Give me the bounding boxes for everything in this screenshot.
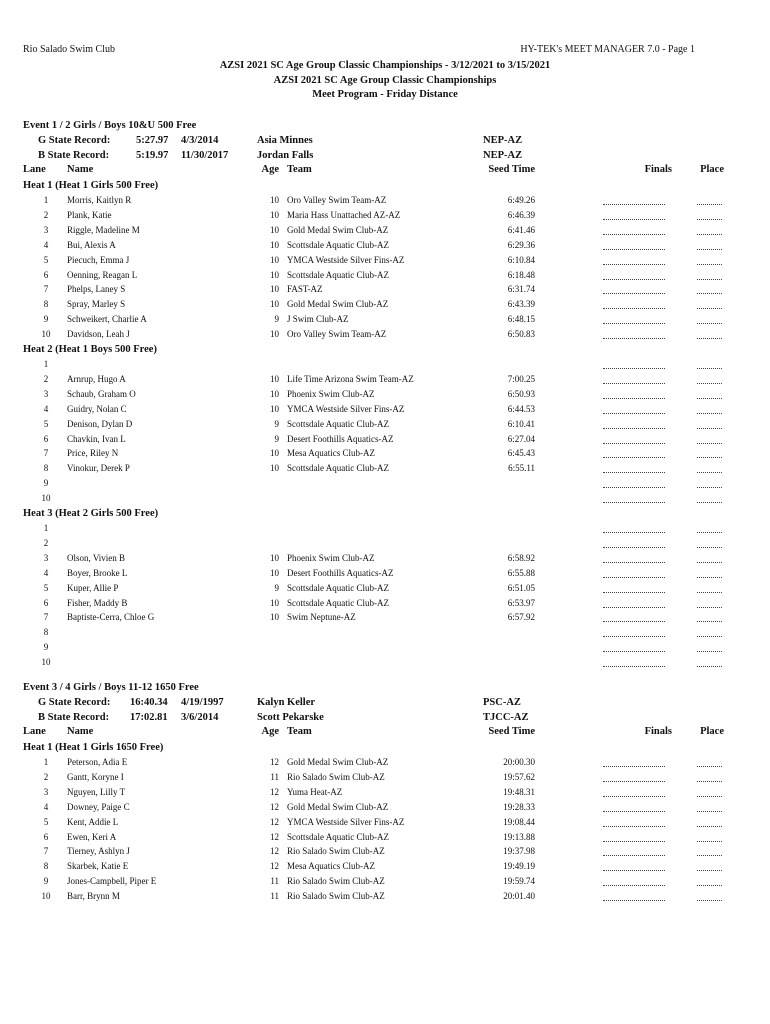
swimmer-age: 10 [270, 209, 279, 220]
swimmer-age: 12 [270, 846, 279, 857]
lane-number: 8 [43, 463, 49, 474]
lane-number: 1 [43, 359, 49, 369]
seed-time: 6:55.88 [507, 567, 535, 578]
swimmer-team: Scottsdale Aquatic Club-AZ [287, 831, 389, 842]
swimmer-team: Phoenix Swim Club-AZ [287, 552, 375, 563]
swimmer-name: Downey, Paige C [67, 801, 130, 812]
finals-blank [603, 249, 665, 250]
swimmer-team: Desert Foothills Aquatics-AZ [287, 567, 394, 578]
place-blank [697, 487, 722, 488]
swimmer-name: Piecuch, Emma J [67, 254, 130, 265]
program-title: Meet Program - Friday Distance [312, 89, 458, 100]
swimmer-name: Davidson, Leah J [67, 329, 130, 340]
swimmer-name: Denison, Dylan D [67, 418, 133, 429]
place-blank [697, 472, 722, 473]
place-blank [697, 900, 722, 901]
lane-number: 1 [43, 523, 49, 533]
swimmer-team: Scottsdale Aquatic Club-AZ [287, 597, 389, 608]
seed-time: 6:58.92 [507, 552, 535, 563]
lane-number: 7 [43, 284, 49, 295]
seed-time: 20:01.40 [503, 891, 535, 902]
seed-time: 6:45.43 [507, 448, 535, 459]
lane-number: 2 [43, 373, 49, 384]
lane-number: 3 [43, 786, 49, 797]
seed-time: 6:46.39 [507, 209, 535, 220]
record-time: 16:40.34 [130, 697, 168, 708]
swimmer-name: Bui, Alexis A [67, 239, 116, 250]
seed-time: 19:08.44 [503, 816, 535, 827]
seed-time: 6:57.92 [507, 612, 535, 623]
seed-time: 6:10.41 [507, 418, 535, 429]
place-blank [697, 323, 722, 324]
finals-blank [603, 472, 665, 473]
heat-title: Heat 1 (Heat 1 Girls 1650 Free) [23, 742, 164, 753]
place-blank [697, 264, 722, 265]
seed-time: 6:55.11 [508, 463, 535, 474]
place-blank [697, 204, 722, 205]
finals-blank [603, 487, 665, 488]
record-date: 11/30/2017 [181, 149, 229, 161]
lane-number: 2 [43, 537, 49, 548]
lane-number: 2 [43, 209, 49, 220]
finals-blank [603, 368, 665, 369]
seed-time: 6:53.97 [507, 597, 535, 608]
swimmer-team: Rio Salado Swim Club-AZ [287, 771, 385, 782]
swimmer-age: 12 [270, 757, 279, 767]
swimmer-team: Gold Medal Swim Club-AZ [287, 299, 389, 310]
finals-blank [603, 607, 665, 608]
swimmer-age: 10 [270, 299, 279, 310]
swimmer-age: 10 [270, 388, 279, 399]
swimmer-name: Price, Riley N [67, 448, 119, 459]
finals-blank [603, 796, 665, 797]
swimmer-team: Life Time Arizona Swim Team-AZ [287, 373, 414, 384]
lane-number: 6 [43, 831, 49, 842]
swimmer-age: 10 [270, 195, 279, 205]
finals-blank [603, 766, 665, 767]
finals-blank [603, 781, 665, 782]
finals-blank [603, 338, 665, 339]
swimmer-team: YMCA Westside Silver Fins-AZ [287, 816, 405, 827]
record-team: NEP-AZ [483, 149, 523, 161]
finals-blank [603, 234, 665, 235]
swimmer-age: 11 [270, 771, 279, 782]
place-blank [697, 502, 722, 503]
lane-number: 10 [41, 329, 51, 340]
swimmer-name: Barr, Brynn M [67, 891, 120, 902]
finals-blank [603, 308, 665, 309]
swimmer-name: Baptiste-Cerra, Chloe G [67, 612, 155, 623]
swimmer-name: Nguyen, Lilly T [67, 786, 126, 797]
place-blank [697, 338, 722, 339]
finals-blank [603, 577, 665, 578]
finals-blank [603, 562, 665, 563]
finals-blank [603, 457, 665, 458]
col-lane-header: Lane [23, 164, 46, 175]
swimmer-team: Scottsdale Aquatic Club-AZ [287, 463, 389, 474]
swimmer-name: Gantt, Koryne I [67, 771, 124, 782]
finals-blank [603, 666, 665, 667]
lane-number: 1 [43, 757, 49, 767]
swimmer-name: Olson, Vivien B [67, 552, 126, 563]
lane-number: 5 [43, 816, 49, 827]
place-blank [697, 781, 722, 782]
place-blank [697, 219, 722, 220]
seed-time: 6:29.36 [507, 239, 535, 250]
swimmer-age: 9 [274, 582, 279, 593]
place-blank [697, 607, 722, 608]
finals-blank [603, 219, 665, 220]
record-holder: Kalyn Keller [257, 697, 316, 708]
seed-time: 19:37.98 [503, 846, 535, 857]
lane-number: 8 [43, 627, 49, 638]
finals-blank [603, 855, 665, 856]
finals-blank [603, 383, 665, 384]
lane-number: 7 [43, 612, 49, 623]
col-name-header: Name [67, 726, 94, 737]
lane-number: 6 [43, 597, 49, 608]
place-blank [697, 532, 722, 533]
finals-blank [603, 428, 665, 429]
swimmer-age: 10 [270, 552, 279, 563]
lane-number: 5 [43, 582, 49, 593]
seed-time: 6:41.46 [507, 224, 535, 235]
place-blank [697, 636, 722, 637]
place-blank [697, 368, 722, 369]
record-date: 4/19/1997 [181, 697, 224, 708]
swimmer-team: Scottsdale Aquatic Club-AZ [287, 239, 389, 250]
event-title: Event 1 / 2 Girls / Boys 10&U 500 Free [23, 120, 197, 131]
swimmer-name: Jones-Campbell, Piper E [67, 876, 157, 887]
record-holder: Asia Minnes [257, 135, 313, 146]
place-blank [697, 547, 722, 548]
swimmer-name: Phelps, Laney S [67, 284, 126, 295]
swimmer-team: Desert Foothills Aquatics-AZ [287, 433, 394, 444]
swimmer-name: Schweikert, Charlie A [67, 314, 147, 325]
record-team: PSC-AZ [483, 697, 521, 708]
lane-number: 3 [43, 224, 49, 235]
finals-blank [603, 323, 665, 324]
swimmer-name: Chavkin, Ivan L [67, 433, 126, 444]
col-finals-header: Finals [644, 726, 672, 737]
col-name-header: Name [67, 164, 94, 175]
col-age-header: Age [261, 726, 279, 737]
finals-blank [603, 900, 665, 901]
swimmer-name: Vinokur, Derek P [67, 463, 130, 474]
club-name: Rio Salado Swim Club [23, 44, 115, 55]
finals-blank [603, 293, 665, 294]
swimmer-age: 10 [270, 269, 279, 280]
record-time: 5:19.97 [136, 149, 169, 161]
swimmer-team: Scottsdale Aquatic Club-AZ [287, 269, 389, 280]
place-blank [697, 234, 722, 235]
seed-time: 20:00.30 [503, 757, 535, 767]
finals-blank [603, 826, 665, 827]
col-lane-header: Lane [23, 726, 46, 737]
finals-blank [603, 413, 665, 414]
finals-blank [603, 636, 665, 637]
swimmer-name: Morris, Kaitlyn R [67, 195, 132, 205]
swimmer-name: Oenning, Reagan L [67, 269, 138, 280]
place-blank [697, 383, 722, 384]
lane-number: 9 [43, 876, 49, 887]
swimmer-name: Riggle, Madeline M [67, 224, 140, 235]
swimmer-name: Fisher, Maddy B [67, 597, 128, 608]
seed-time: 6:50.93 [507, 388, 535, 399]
record-team: TJCC-AZ [483, 711, 529, 723]
swimmer-team: Yuma Heat-AZ [287, 786, 343, 797]
lane-number: 10 [41, 493, 51, 504]
event-title: Event 3 / 4 Girls / Boys 11-12 1650 Free [23, 682, 199, 693]
col-seed-header: Seed Time [488, 164, 535, 175]
swimmer-name: Kuper, Allie P [67, 582, 119, 593]
swimmer-team: Mesa Aquatics Club-AZ [287, 861, 375, 872]
place-blank [697, 666, 722, 667]
seed-time: 6:10.84 [507, 254, 535, 265]
lane-number: 9 [43, 642, 49, 653]
lane-number: 4 [43, 801, 49, 812]
heat-title: Heat 2 (Heat 1 Boys 500 Free) [23, 344, 157, 355]
swimmer-age: 11 [270, 891, 279, 902]
swimmer-age: 12 [270, 801, 279, 812]
lane-number: 9 [43, 478, 49, 489]
swimmer-age: 10 [270, 224, 279, 235]
swimmer-team: Scottsdale Aquatic Club-AZ [287, 418, 389, 429]
lane-number: 2 [43, 771, 49, 782]
record-label: G State Record: [38, 697, 111, 708]
finals-blank [603, 443, 665, 444]
finals-blank [603, 870, 665, 871]
seed-time: 6:27.04 [507, 433, 535, 444]
col-place-header: Place [700, 726, 724, 737]
swimmer-age: 9 [274, 418, 279, 429]
finals-blank [603, 885, 665, 886]
record-label: G State Record: [38, 135, 111, 146]
record-time: 17:02.81 [130, 711, 168, 723]
seed-time: 19:28.33 [503, 801, 535, 812]
place-blank [697, 279, 722, 280]
place-blank [697, 562, 722, 563]
seed-time: 19:57.62 [503, 771, 535, 782]
lane-number: 7 [43, 448, 49, 459]
swimmer-name: Plank, Katie [67, 209, 112, 220]
place-blank [697, 413, 722, 414]
swimmer-team: Scottsdale Aquatic Club-AZ [287, 582, 389, 593]
finals-blank [603, 279, 665, 280]
lane-number: 3 [43, 388, 49, 399]
seed-time: 6:49.26 [507, 195, 535, 205]
swimmer-team: Gold Medal Swim Club-AZ [287, 224, 389, 235]
lane-number: 3 [43, 552, 49, 563]
lane-number: 5 [43, 418, 49, 429]
software-page-label: HY-TEK's MEET MANAGER 7.0 - Page 1 [520, 44, 695, 55]
swimmer-name: Spray, Marley S [67, 299, 126, 310]
swimmer-team: Oro Valley Swim Team-AZ [287, 329, 387, 340]
record-holder: Jordan Falls [257, 149, 314, 161]
swimmer-team: YMCA Westside Silver Fins-AZ [287, 403, 405, 414]
place-blank [697, 841, 722, 842]
seed-time: 7:00.25 [507, 373, 535, 384]
lane-number: 4 [43, 239, 49, 250]
swimmer-age: 11 [270, 876, 279, 887]
lane-number: 7 [43, 846, 49, 857]
lane-number: 8 [43, 861, 49, 872]
seed-time: 6:44.53 [507, 403, 535, 414]
place-blank [697, 577, 722, 578]
swimmer-name: Ewen, Keri A [67, 831, 117, 842]
finals-blank [603, 264, 665, 265]
place-blank [697, 885, 722, 886]
finals-blank [603, 651, 665, 652]
lane-number: 1 [43, 195, 49, 205]
place-blank [697, 428, 722, 429]
swimmer-age: 10 [270, 567, 279, 578]
seed-time: 19:48.31 [503, 786, 535, 797]
place-blank [697, 398, 722, 399]
col-finals-header: Finals [644, 164, 672, 175]
swimmer-team: Maria Hass Unattached AZ-AZ [287, 209, 401, 220]
seed-time: 6:48.15 [507, 314, 535, 325]
lane-number: 4 [43, 567, 49, 578]
record-team: NEP-AZ [483, 135, 523, 146]
swimmer-team: Oro Valley Swim Team-AZ [287, 195, 387, 205]
place-blank [697, 443, 722, 444]
seed-time: 6:31.74 [507, 284, 535, 295]
place-blank [697, 592, 722, 593]
swimmer-age: 10 [270, 329, 279, 340]
finals-blank [603, 547, 665, 548]
swimmer-name: Schaub, Graham O [67, 388, 136, 399]
seed-time: 6:51.05 [507, 582, 535, 593]
finals-blank [603, 532, 665, 533]
swimmer-team: Phoenix Swim Club-AZ [287, 388, 375, 399]
lane-number: 4 [43, 403, 49, 414]
record-date: 3/6/2014 [181, 711, 219, 723]
swimmer-name: Arnrup, Hugo A [67, 373, 126, 384]
place-blank [697, 826, 722, 827]
finals-blank [603, 621, 665, 622]
swimmer-name: Tierney, Ashlyn J [67, 846, 130, 857]
swimmer-age: 10 [270, 403, 279, 414]
swimmer-team: Rio Salado Swim Club-AZ [287, 876, 385, 887]
finals-blank [603, 502, 665, 503]
place-blank [697, 855, 722, 856]
lane-number: 10 [41, 657, 51, 668]
swimmer-team: FAST-AZ [287, 284, 323, 295]
swimmer-age: 10 [270, 373, 279, 384]
lane-number: 9 [43, 314, 49, 325]
swimmer-team: Gold Medal Swim Club-AZ [287, 757, 389, 767]
col-team-header: Team [287, 726, 312, 737]
place-blank [697, 651, 722, 652]
swimmer-name: Guidry, Nolan C [67, 403, 127, 414]
place-blank [697, 308, 722, 309]
place-blank [697, 766, 722, 767]
swimmer-name: Boyer, Brooke L [67, 567, 128, 578]
place-blank [697, 457, 722, 458]
swimmer-age: 12 [270, 786, 279, 797]
seed-time: 19:49.19 [503, 861, 535, 872]
swimmer-age: 10 [270, 448, 279, 459]
swimmer-age: 10 [270, 463, 279, 474]
lane-number: 8 [43, 299, 49, 310]
swimmer-age: 10 [270, 612, 279, 623]
lane-number: 6 [43, 433, 49, 444]
place-blank [697, 811, 722, 812]
seed-time: 19:59.74 [503, 876, 535, 887]
seed-time: 19:13.88 [503, 831, 535, 842]
heat-title: Heat 1 (Heat 1 Girls 500 Free) [23, 180, 159, 191]
swimmer-name: Kent, Addie L [67, 816, 119, 827]
heat-title: Heat 3 (Heat 2 Girls 500 Free) [23, 508, 159, 519]
col-seed-header: Seed Time [488, 726, 535, 737]
record-label: B State Record: [38, 149, 110, 161]
lane-number: 5 [43, 254, 49, 265]
finals-blank [603, 592, 665, 593]
swimmer-age: 12 [270, 861, 279, 872]
swimmer-age: 12 [270, 831, 279, 842]
swimmer-age: 9 [274, 433, 279, 444]
place-blank [697, 621, 722, 622]
place-blank [697, 870, 722, 871]
place-blank [697, 249, 722, 250]
swimmer-name: Skarbek, Katie E [67, 861, 129, 872]
swimmer-team: Rio Salado Swim Club-AZ [287, 846, 385, 857]
swimmer-age: 10 [270, 284, 279, 295]
seed-time: 6:43.39 [507, 299, 535, 310]
swimmer-age: 10 [270, 597, 279, 608]
swimmer-age: 12 [270, 816, 279, 827]
swimmer-team: Swim Neptune-AZ [287, 612, 356, 623]
col-team-header: Team [287, 164, 312, 175]
swimmer-team: Rio Salado Swim Club-AZ [287, 891, 385, 902]
col-age-header: Age [261, 164, 279, 175]
swimmer-name: Peterson, Adia E [67, 757, 128, 767]
swimmer-age: 9 [274, 314, 279, 325]
place-blank [697, 796, 722, 797]
swimmer-team: J Swim Club-AZ [287, 314, 349, 325]
record-time: 5:27.97 [136, 135, 169, 146]
lane-number: 10 [41, 891, 51, 902]
swimmer-age: 10 [270, 239, 279, 250]
lane-number: 6 [43, 269, 49, 280]
seed-time: 6:50.83 [507, 329, 535, 340]
col-place-header: Place [700, 164, 724, 175]
swimmer-age: 10 [270, 254, 279, 265]
finals-blank [603, 811, 665, 812]
seed-time: 6:18.48 [507, 269, 535, 280]
finals-blank [603, 841, 665, 842]
place-blank [697, 293, 722, 294]
finals-blank [603, 204, 665, 205]
swimmer-team: YMCA Westside Silver Fins-AZ [287, 254, 405, 265]
record-label: B State Record: [38, 711, 110, 723]
meet-title: AZSI 2021 SC Age Group Classic Championships - 3/12/2021 to 3/15/2021 [219, 60, 551, 71]
finals-blank [603, 398, 665, 399]
record-date: 4/3/2014 [181, 135, 219, 146]
swimmer-team: Gold Medal Swim Club-AZ [287, 801, 389, 812]
record-holder: Scott Pekarske [257, 711, 324, 723]
meet-subtitle: AZSI 2021 SC Age Group Classic Championships [273, 75, 497, 86]
swimmer-team: Mesa Aquatics Club-AZ [287, 448, 375, 459]
